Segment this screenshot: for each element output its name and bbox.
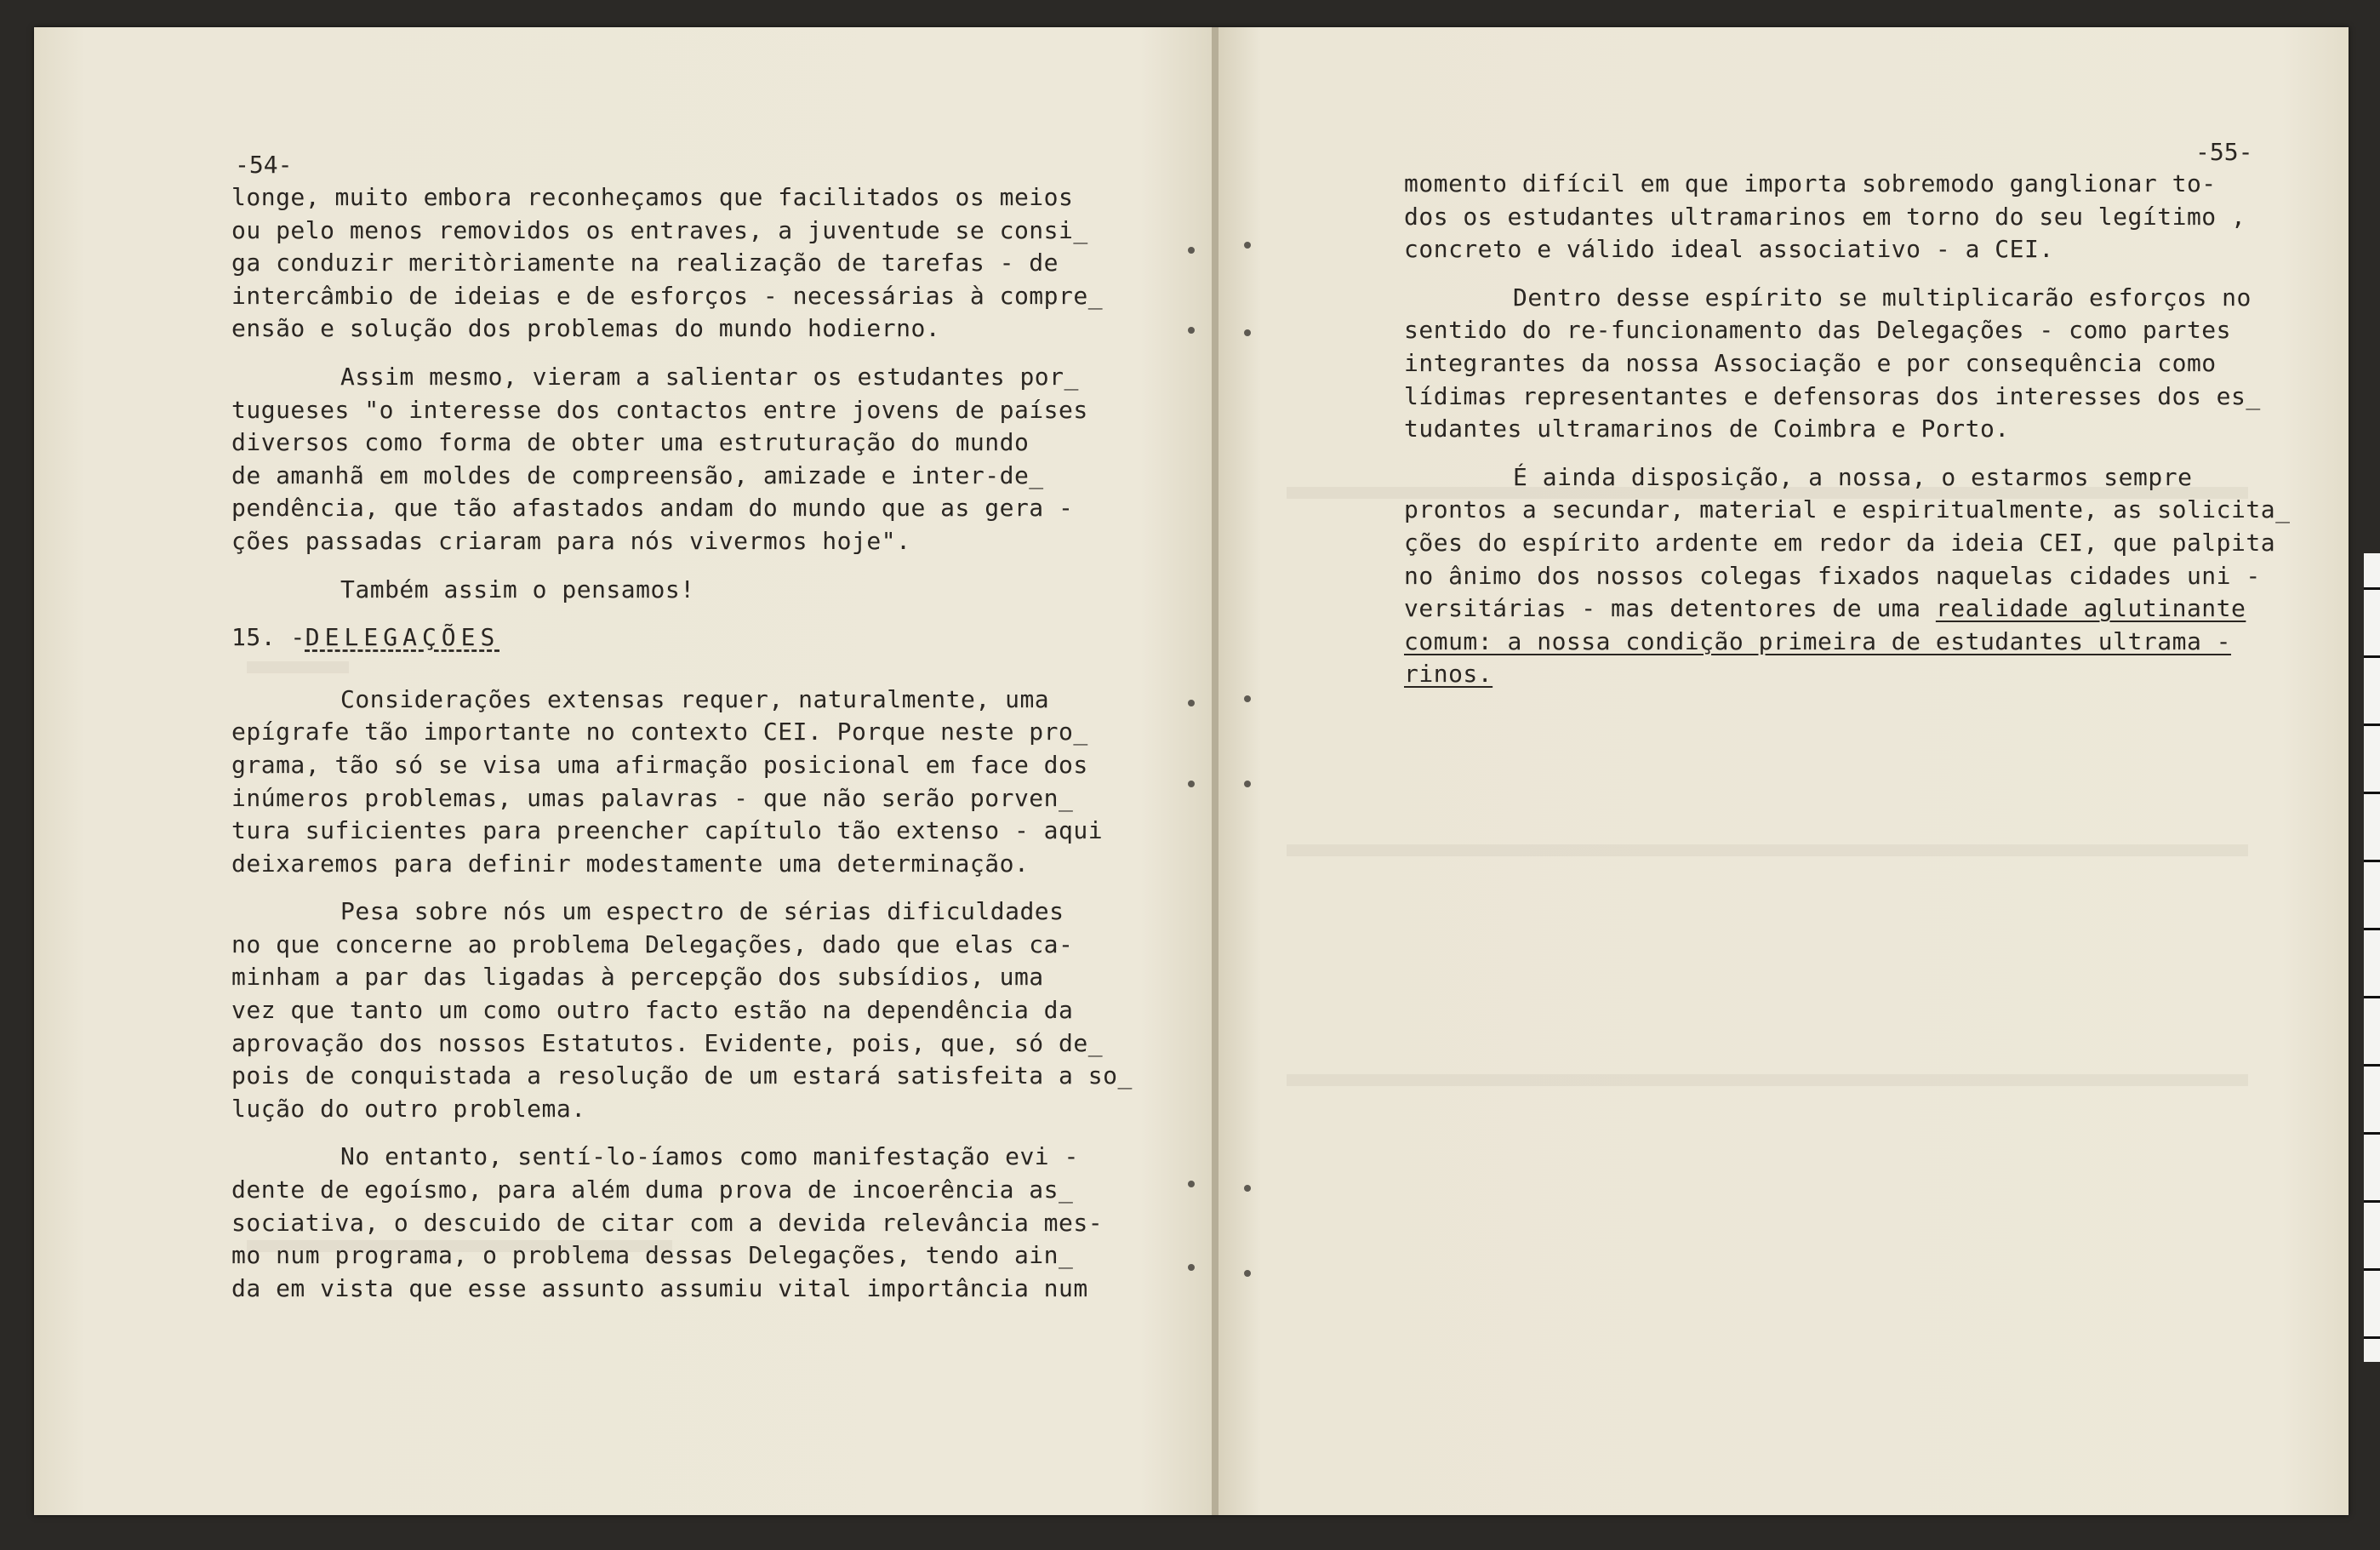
left-paragraph-4: [231, 683, 1133, 881]
text-line: prontos a secundar, material e espiritualmente, as solicita_: [1404, 495, 2291, 524]
text-line: dos os estudantes ultramarinos em torno do seu legítimo ,: [1404, 202, 2246, 231]
text-line: ga conduzir meritòriamente na realização de tarefas - de: [231, 249, 1059, 277]
text-line: no ânimo dos nossos colegas fixados naquelas cidades uni -: [1404, 561, 2261, 590]
binding-hole: [1244, 242, 1251, 249]
left-paragraph-6: [231, 1141, 1133, 1305]
binding-hole: [1188, 327, 1195, 334]
right-paragraph-3: [1404, 461, 2323, 691]
text-line: epígrafe tão importante no contexto CEI. Porque neste pro_: [231, 718, 1088, 746]
section-title: DELEGAÇÕES: [305, 623, 500, 652]
left-paragraph-2: [231, 361, 1133, 558]
text-line: da em vista que esse assunto assumiu vital importância num: [231, 1273, 1088, 1302]
text-line: deixaremos para definir modestamente uma determinação.: [231, 849, 1030, 878]
text-line: pois de conquistada a resolução de um estará satisfeita a so_: [231, 1061, 1133, 1090]
text-line: vez que tanto um como outro facto estão na dependência da: [231, 996, 1074, 1025]
text-line: tudantes ultramarinos de Coimbra e Porto.: [1404, 415, 2010, 443]
left-paragraph-5: [231, 895, 1133, 1125]
section-number: 15. -: [231, 623, 305, 652]
binding-hole: [1188, 700, 1195, 706]
text-line: de amanhã em moldes de compreensão, amizade e inter-de_: [231, 460, 1044, 489]
text-line: inúmeros problemas, umas palavras - que não serão porven_: [231, 783, 1074, 812]
text-line: tugueses "o interesse dos contactos entre jovens de países: [231, 395, 1088, 424]
text-line: diversos como forma de obter uma estruturação do mundo: [231, 428, 1030, 457]
text-line: lução do outro problema.: [231, 1094, 586, 1123]
text-line: ções do espírito ardente em redor da ideia CEI, que palpita: [1404, 528, 2276, 557]
right-paragraph-2: [1404, 282, 2323, 446]
binding-hole: [1244, 695, 1251, 702]
text-line: no que concerne ao problema Delegações, dado que elas ca-: [231, 929, 1074, 958]
text-line: lídimas representantes e defensoras dos interesses dos es_: [1404, 381, 2261, 410]
underlined-phrase: realidade aglutinante: [1935, 594, 2246, 623]
text-line: pendência, que tão afastados andam do mundo que as gera -: [231, 494, 1074, 523]
binding-hole: [1188, 781, 1195, 787]
text-segment: versitárias - mas detentores de uma: [1404, 594, 1936, 623]
binding-hole: [1188, 1181, 1195, 1187]
text-line: Assim mesmo, vieram a salientar os estudantes por_: [340, 362, 1079, 391]
document-spread: [34, 27, 2349, 1515]
binding-hole: [1244, 781, 1251, 787]
page-number-left: -54-: [235, 151, 293, 179]
text-line: Pesa sobre nós um espectro de sérias dificuldades: [340, 897, 1064, 926]
text-line: É ainda disposição, a nossa, o estarmos sempre: [1513, 462, 2193, 491]
text-line: [1404, 592, 2323, 626]
left-paragraph-1: [231, 181, 1133, 346]
scale-ruler-edge: [2364, 553, 2380, 1362]
text-line: momento difícil em que importa sobremodo ganglionar to-: [1404, 169, 2217, 197]
right-page: [1219, 27, 2349, 1515]
binding-hole: [1188, 1264, 1195, 1271]
text-line: ensão e solução dos problemas do mundo hodierno.: [231, 314, 941, 343]
text-line: tura suficientes para preencher capítulo tão extenso - aqui: [231, 816, 1104, 845]
section-heading: [231, 621, 1133, 655]
text-line: No entanto, sentí-lo-íamos como manifestação evi -: [340, 1142, 1079, 1171]
text-line: sentido do re-funcionamento das Delegações - como partes: [1404, 316, 2232, 345]
page-number-right: -55-: [2195, 138, 2253, 166]
text-line: mo num programa, o problema dessas Delegações, tendo ain_: [231, 1241, 1074, 1270]
text-line: Dentro desse espírito se multiplicarão esforços no: [1513, 283, 2252, 312]
text-line: Considerações extensas requer, naturalmente, uma: [340, 684, 1050, 713]
text-line: sociativa, o descuido de citar com a devida relevância mes-: [231, 1208, 1104, 1237]
text-line: aprovação dos nossos Estatutos. Evidente, pois, que, só de_: [231, 1028, 1104, 1057]
text-line: concreto e válido ideal associativo - a CEI.: [1404, 235, 2054, 264]
text-line: longe, muito embora reconheçamos que facilitados os meios: [231, 183, 1074, 211]
right-paragraph-1: [1404, 168, 2323, 266]
binding-hole: [1188, 247, 1195, 254]
right-text-block: [1404, 168, 2323, 691]
left-text-block: [231, 181, 1133, 1305]
text-line: ou pelo menos removidos os entraves, a juventude se consi_: [231, 215, 1088, 244]
binding-hole: [1244, 329, 1251, 336]
binding-hole: [1244, 1185, 1251, 1192]
text-line: integrantes da nossa Associação e por consequência como: [1404, 348, 2217, 377]
text-line: dente de egoísmo, para além duma prova de incoerência as_: [231, 1175, 1074, 1204]
text-line: intercâmbio de ideias e de esforços - necessárias à compre_: [231, 281, 1104, 310]
text-line: ções passadas criaram para nós vivermos hoje".: [231, 526, 911, 555]
underlined-line: rinos.: [1404, 660, 1493, 689]
underlined-line: comum: a nossa condição primeira de estudantes ultrama -: [1404, 626, 2232, 655]
text-line: grama, tão só se visa uma afirmação posicional em face dos: [231, 750, 1088, 779]
left-page: [34, 27, 1215, 1515]
binding-hole: [1244, 1270, 1251, 1277]
text-line: minham a par das ligadas à percepção dos subsídios, uma: [231, 963, 1044, 992]
left-paragraph-3: Também assim o pensamos!: [340, 575, 695, 603]
